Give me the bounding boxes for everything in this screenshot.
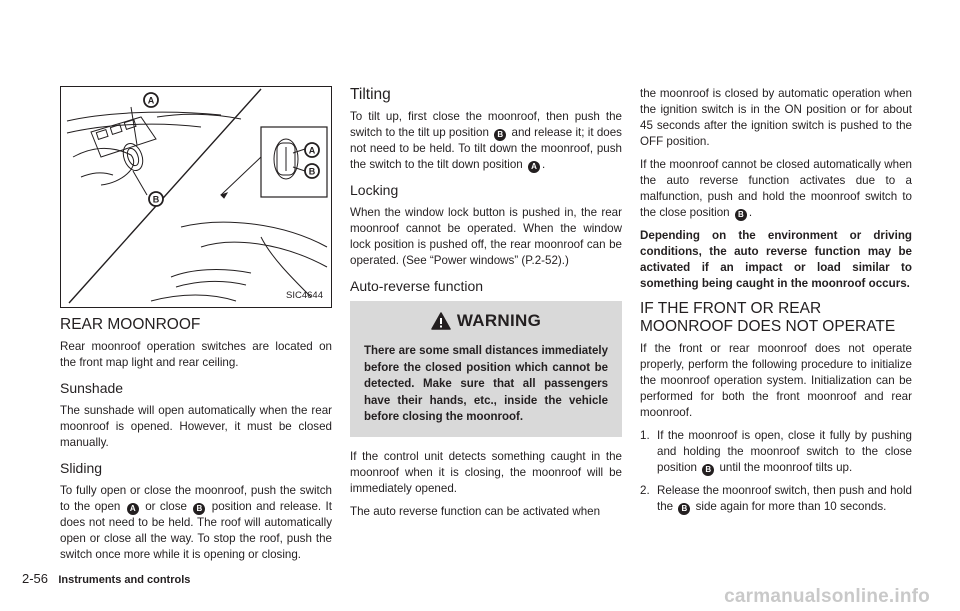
moonroof-switch-illustration [61, 87, 332, 308]
callout-b-icon: B [193, 503, 205, 515]
col3-p1: the moonroof is closed by automatic operation when the ignition switch is in the ON position or for about 45 seconds after the ignition switch is pushed to the OFF position. [640, 87, 912, 148]
section-title: Instruments and controls [58, 574, 191, 586]
procedure-steps [640, 428, 912, 515]
auto-reverse-p1: If the control unit detects something caught in the moonroof when it is closing, the moonroof will be immediately opened. [350, 449, 622, 495]
locking-heading: Locking [350, 182, 399, 198]
figure-code: SIC4644 [286, 290, 323, 301]
auto-reverse-heading: Auto-reverse function [350, 278, 484, 294]
col3-p3: Depending on the environment or driving conditions, the auto reverse function may be activated if an impact or load similar to something being caught in the moonroof occurs. [640, 229, 912, 290]
column-2 [350, 86, 622, 527]
warning-title: WARNING [456, 311, 542, 330]
sliding-text: To fully open or close the moonroof, push the switch to the open A or close B position and release. It does not need to be held. The roof will automatically open or close all the way. To stop the roof, push the switch once more while it is opening or closing. [60, 484, 332, 561]
page-number: 2-56 [22, 571, 49, 586]
sunshade-heading: Sunshade [60, 380, 124, 396]
svg-text:B: B [308, 166, 316, 177]
rear-moonroof-text: Rear moonroof operation switches are located on the front map light and rear ceiling. [60, 340, 332, 369]
callout-a-icon: A [127, 503, 139, 515]
watermark: carmanualsonline.info [724, 586, 930, 607]
svg-text:A: A [147, 95, 155, 106]
warning-triangle-icon [431, 312, 451, 330]
rear-moonroof-heading: REAR MOONROOF [60, 316, 201, 333]
column-1 [60, 316, 332, 570]
page-footer [22, 571, 190, 586]
callout-a-icon: A [528, 161, 540, 173]
list-item: 1. If the moonroof is open, close it fully by pushing and holding the moonroof switch to the close position B until the moonroof tilts up. [640, 429, 912, 474]
callout-b-icon: B [735, 209, 747, 221]
tilting-text: To tilt up, first close the moonroof, then push the switch to the tilt up position B and release it; it does not need to be held. To tilt down the moonroof, push the switch to the tilt down position A . [350, 110, 622, 171]
col3-p4: If the front or rear moonroof does not operate properly, perform the following procedure to initialize the moonroof operation system. Initialization can be performed for both the front moonroof and rear moonroof. [640, 342, 912, 419]
svg-text:B: B [152, 194, 160, 205]
moonroof-switch-figure [60, 86, 332, 308]
callout-b-icon: B [702, 464, 714, 476]
warning-box [350, 301, 622, 437]
column-3 [640, 86, 912, 522]
not-operate-heading: IF THE FRONT OR REAR MOONROOF DOES NOT OPERATE [640, 300, 896, 335]
col3-p2: If the moonroof cannot be closed automatically when the auto reverse function activates due to a malfunction, push and hold the moonroof switch to the close position B . [640, 158, 912, 219]
warning-text: There are some small distances immediately before the closed position which cannot be detected. Make sure that all passengers have their hands, etc., inside the vehicle before closing the moonroof. [364, 345, 608, 423]
sunshade-text: The sunshade will open automatically when the rear moonroof is opened. However, it must be closed manually. [60, 404, 332, 449]
callout-b-icon: B [678, 503, 690, 515]
auto-reverse-p2: The auto reverse function can be activated when [350, 504, 601, 518]
sliding-heading: Sliding [60, 460, 103, 476]
tilting-heading: Tilting [350, 86, 391, 103]
callout-b-icon: B [494, 129, 506, 141]
locking-text: When the window lock button is pushed in, the rear moonroof cannot be operated. When the window lock position is pushed off, the rear moonroof can be operated. (See “Power windows” (P.2-52).) [350, 206, 622, 267]
list-item: 2. Release the moonroof switch, then push and hold the B side again for more than 10 seconds. [640, 484, 912, 513]
svg-text:A: A [308, 145, 316, 156]
